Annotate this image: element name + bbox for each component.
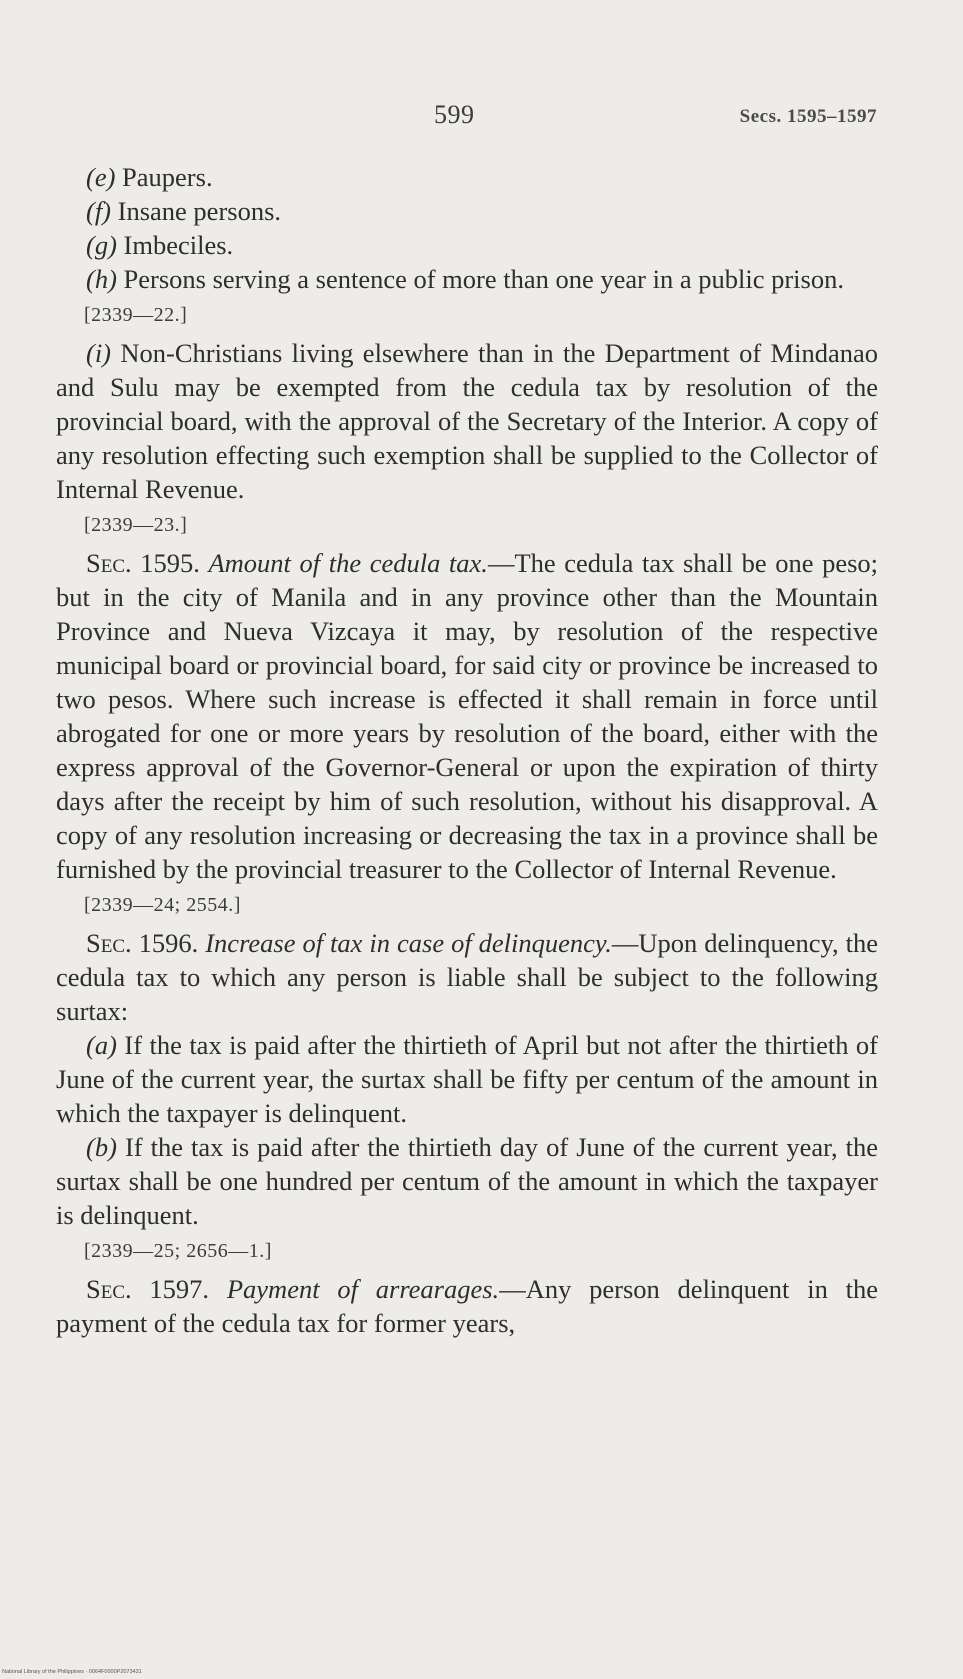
sections-reference: Secs. 1595–1597 <box>739 106 877 127</box>
item-text: Non-Christians living elsewhere than in the Department of Mindanao and Sulu may be exempted from the cedula tax by resolution of the provincial board, with the approval of the Secretary of the Interior. A copy of any resolution effecting such exemption shall be supplied to the Collector of Internal Revenue. <box>56 338 878 504</box>
list-item <box>56 262 878 296</box>
item-marker: (h) <box>86 264 117 294</box>
item-marker: (f) <box>86 196 112 226</box>
list-item <box>56 194 878 228</box>
item-marker: (a) <box>86 1030 117 1060</box>
list-item <box>56 160 878 194</box>
item-marker: (g) <box>86 230 117 260</box>
page-header <box>0 100 963 140</box>
scan-footer: National Library of the Philippines · 0064F0000P2073431 <box>2 1669 142 1675</box>
section-title: Amount of the cedula tax. <box>208 548 488 578</box>
section-title: Payment of arrearages. <box>226 1274 500 1304</box>
page-number: 599 <box>434 100 475 129</box>
item-marker: (b) <box>86 1132 117 1162</box>
item-text: Insane persons. <box>111 196 282 226</box>
section-1596 <box>56 926 878 1028</box>
document-body <box>56 160 878 1340</box>
section-text: —Any person delinquent in the payment of the cedula tax for former years, <box>56 1274 878 1338</box>
section-label: Sec. 1595. <box>86 548 200 578</box>
section-title: Increase of tax in case of delinquency. <box>205 928 612 958</box>
section-label: Sec. 1596. <box>86 928 199 958</box>
citation-reference: [2339—22.] <box>84 304 188 326</box>
list-item <box>56 1130 878 1232</box>
section-text: —Upon delinquency, the cedula tax to which any person is liable shall be subject to the following surtax: <box>56 928 878 1026</box>
item-text: Imbeciles. <box>116 230 234 260</box>
citation-reference: [2339—24; 2554.] <box>84 894 241 916</box>
item-text: Paupers. <box>115 162 213 192</box>
list-item <box>56 1028 878 1130</box>
item-text: Persons serving a sentence of more than one year in a public prison. <box>116 264 844 294</box>
section-1595 <box>56 546 878 886</box>
item-marker: (i) <box>86 338 112 368</box>
citation-reference: [2339—23.] <box>84 514 188 536</box>
section-1597 <box>56 1272 878 1340</box>
citation-reference: [2339—25; 2656—1.] <box>84 1240 272 1262</box>
item-text: If the tax is paid after the thirtieth of April but not after the thirtieth of June of the current year, the surtax shall be fifty per centum of the amount in which the taxpayer is delinquent. <box>56 1030 878 1128</box>
item-marker: (e) <box>86 162 116 192</box>
section-label: Sec. 1597. <box>86 1274 210 1304</box>
list-item <box>56 228 878 262</box>
list-item <box>56 336 878 506</box>
section-text: —The cedula tax shall be one peso; but in the city of Manila and in any province other than the Mountain Province and Nueva Vizcaya it may, by resolution of the respective municipal board or provincial board, for said city or province be increased to two pesos. Where such increase is effected it shall remain in force until abrogated for one or more years by resolution of the board, either with the express approval of the Governor-General or upon the expiration of thirty days after the receipt by him of such resolution, without his disapproval. A copy of any resolution increasing or decreasing the tax in a province shall be furnished by the provincial treasurer to the Collector of Internal Revenue. <box>56 548 879 884</box>
item-text: If the tax is paid after the thirtieth day of June of the current year, the surtax shall be one hundred per centum of the amount in which the taxpayer is delinquent. <box>56 1132 878 1230</box>
